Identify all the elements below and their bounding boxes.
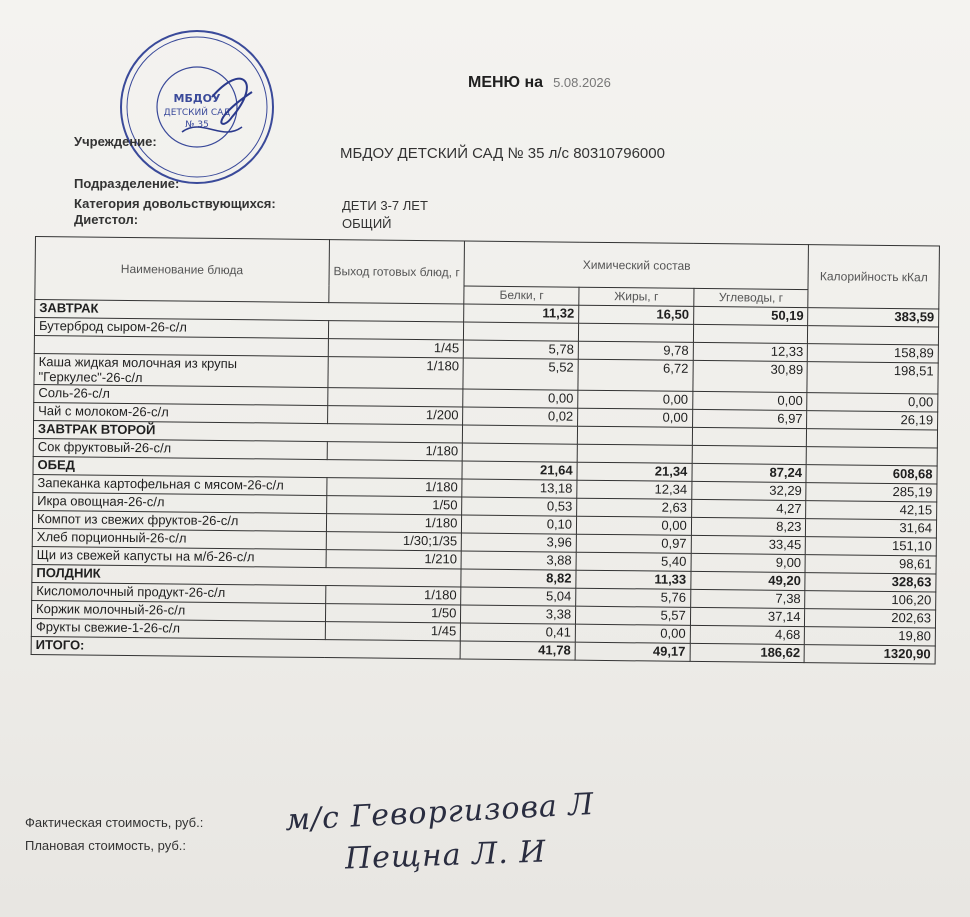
dish-kcal: 106,20 (805, 591, 936, 610)
dish-protein: 3,88 (461, 551, 576, 570)
dish-protein: 3,96 (462, 533, 577, 552)
dish-fat: 0,00 (578, 408, 693, 427)
dish-name: Чай с молоком-26-с/л (34, 402, 328, 423)
dish-fat (578, 323, 693, 342)
section-total-protein: 8,82 (461, 569, 576, 588)
dish-name: Компот из свежих фруктов-26-с/л (32, 510, 326, 531)
dish-kcal (807, 447, 938, 466)
dish-name: Фрукты свежие-1-26-с/л (31, 618, 325, 639)
dish-carbs: 7,38 (690, 589, 805, 608)
section-title: ЗАВТРАК ВТОРОЙ (33, 420, 463, 442)
dish-kcal: 151,10 (806, 537, 937, 556)
dish-protein: 0,41 (461, 623, 576, 642)
dish-yield: 1/50 (326, 496, 462, 515)
section-total-protein: 21,64 (462, 461, 577, 480)
dish-protein: 0,53 (462, 497, 577, 516)
dish-carbs: 9,00 (691, 553, 806, 572)
dish-protein: 0,00 (463, 389, 578, 408)
section-total-carbs: 87,24 (692, 463, 807, 482)
dish-carbs: 12,33 (693, 342, 808, 361)
header-kcal: Калорийность кКал (808, 245, 939, 309)
dish-kcal: 31,64 (806, 519, 937, 538)
dish-name: Каша жидкая молочная из крупы "Геркулес"-26-с/л (34, 353, 328, 387)
dish-protein: 5,78 (464, 340, 579, 359)
grand-total-kcal: 1320,90 (805, 645, 936, 664)
dish-kcal (808, 326, 939, 345)
dish-fat: 0,97 (576, 534, 691, 553)
dish-yield: 1/180 (326, 478, 462, 497)
dish-protein: 0,02 (463, 407, 578, 426)
dish-fat (577, 444, 692, 463)
menu-title: МЕНЮ на 5.08.2026 (468, 74, 611, 91)
dish-carbs: 4,27 (691, 499, 806, 518)
dish-fat: 5,40 (576, 552, 691, 571)
dish-carbs: 33,45 (691, 535, 806, 554)
section-total-protein (463, 425, 578, 444)
dish-name: Запеканка картофельная с мясом-26-с/л (33, 474, 327, 495)
diet-label: Диетстол: (74, 212, 139, 227)
dish-kcal: 19,80 (805, 627, 936, 646)
dish-name: Хлеб порционный-26-с/л (32, 528, 326, 549)
svg-text:МБДОУ: МБДОУ (173, 92, 221, 105)
section-total-kcal: 328,63 (805, 573, 936, 592)
dish-fat: 2,63 (577, 498, 692, 517)
svg-text:№ 35: № 35 (185, 120, 209, 130)
section-total-fat: 11,33 (576, 570, 691, 589)
signature-nurse: м/с Геворгизова Л (284, 786, 596, 839)
dish-carbs (692, 445, 807, 464)
dish-name: Кисломолочный продукт-26-с/л (32, 582, 326, 603)
dish-name: Икра овощная-26-с/л (33, 492, 327, 513)
menu-table (31, 236, 940, 664)
dish-yield: 1/45 (328, 339, 464, 358)
dish-fat: 6,72 (578, 359, 693, 391)
dish-name: Соль-26-с/л (34, 384, 328, 405)
division-label: Подразделение: (74, 176, 180, 191)
section-total-kcal: 383,59 (808, 308, 939, 327)
dish-yield (327, 388, 463, 407)
dish-protein: 5,04 (461, 587, 576, 606)
dish-kcal: 42,15 (806, 501, 937, 520)
total-label: ИТОГО: (31, 636, 461, 658)
signature-head: Пещна Л. И (344, 834, 547, 877)
diet-value: ОБЩИЙ (342, 216, 392, 231)
dish-yield: 1/180 (328, 357, 464, 389)
institution-value: МБДОУ ДЕТСКИЙ САД № 35 л/с 80310796000 (340, 145, 665, 162)
section-total-carbs: 50,19 (693, 306, 808, 325)
dish-carbs: 6,97 (692, 409, 807, 428)
dish-fat: 5,76 (576, 588, 691, 607)
section-total-protein: 11,32 (464, 304, 579, 323)
dish-yield: 1/30;1/35 (326, 532, 462, 551)
header-protein: Белки, г (464, 286, 579, 305)
section-title: ЗАВТРАК (35, 300, 465, 322)
section-total-fat (577, 426, 692, 445)
grand-total-fat: 49,17 (575, 642, 690, 661)
dish-kcal: 0,00 (807, 393, 938, 412)
dish-yield: 1/50 (325, 604, 461, 623)
dish-protein (464, 322, 579, 341)
dish-protein: 5,52 (463, 358, 578, 390)
dish-fat: 0,00 (576, 516, 691, 535)
dish-protein: 3,38 (461, 605, 576, 624)
header-chem: Химический состав (464, 241, 809, 290)
dish-kcal: 202,63 (805, 609, 936, 628)
section-total-kcal: 608,68 (806, 465, 937, 484)
dish-carbs: 4,68 (690, 625, 805, 644)
dish-name: Сок фруктовый-26-с/л (33, 438, 327, 459)
header-fat: Жиры, г (579, 287, 694, 306)
category-label: Категория довольствующихся: (74, 196, 276, 211)
menu-date: 5.08.2026 (553, 75, 611, 90)
dish-kcal: 26,19 (807, 411, 938, 430)
svg-text:ДЕТСКИЙ САД: ДЕТСКИЙ САД (163, 108, 231, 118)
dish-kcal: 285,19 (806, 483, 937, 502)
section-total-carbs (692, 427, 807, 446)
dish-carbs (693, 324, 808, 343)
dish-yield: 1/180 (325, 586, 461, 605)
dish-fat: 0,00 (575, 624, 690, 643)
dish-name: Коржик молочный-26-с/л (31, 600, 325, 621)
dish-yield: 1/180 (326, 514, 462, 533)
dish-name: Щи из свежей капусты на м/б-26-с/л (32, 546, 326, 567)
dish-kcal: 98,61 (805, 555, 936, 574)
planned-cost-label: Плановая стоимость, руб.: (25, 838, 187, 853)
dish-carbs: 30,89 (693, 360, 808, 392)
header-carbs: Углеводы, г (694, 288, 809, 307)
section-total-fat: 21,34 (577, 462, 692, 481)
dish-protein (463, 443, 578, 462)
dish-kcal: 198,51 (807, 362, 938, 394)
dish-fat: 9,78 (578, 341, 693, 360)
dish-fat: 0,00 (578, 390, 693, 409)
dish-fat: 5,57 (576, 606, 691, 625)
section-title: ОБЕД (33, 456, 463, 478)
dish-carbs: 37,14 (690, 607, 805, 626)
dish-protein: 13,18 (462, 479, 577, 498)
grand-total-carbs: 186,62 (690, 643, 805, 662)
section-title: ПОЛДНИК (32, 564, 462, 586)
institution-stamp (112, 22, 282, 192)
institution-label: Учреждение: (74, 134, 157, 149)
dish-fat: 12,34 (577, 480, 692, 499)
dish-protein: 0,10 (462, 515, 577, 534)
section-total-kcal (807, 429, 938, 448)
actual-cost-label: Фактическая стоимость, руб.: (25, 815, 204, 830)
header-name: Наименование блюда (35, 237, 329, 303)
section-total-fat: 16,50 (579, 305, 694, 324)
header-yield: Выход готовых блюд, г (328, 240, 464, 304)
section-total-carbs: 49,20 (691, 571, 806, 590)
dish-yield: 1/45 (325, 622, 461, 641)
dish-carbs: 0,00 (692, 391, 807, 410)
dish-yield: 1/180 (327, 442, 463, 461)
dish-yield (328, 321, 464, 340)
dish-name: Бутерброд сыром-26-с/л (34, 318, 328, 339)
dish-yield: 1/200 (327, 406, 463, 425)
dish-kcal: 158,89 (808, 344, 939, 363)
dish-yield: 1/210 (326, 550, 462, 569)
dish-carbs: 8,23 (691, 517, 806, 536)
category-value: ДЕТИ 3-7 ЛЕТ (342, 198, 428, 213)
grand-total-protein: 41,78 (460, 641, 575, 660)
dish-carbs: 32,29 (692, 481, 807, 500)
